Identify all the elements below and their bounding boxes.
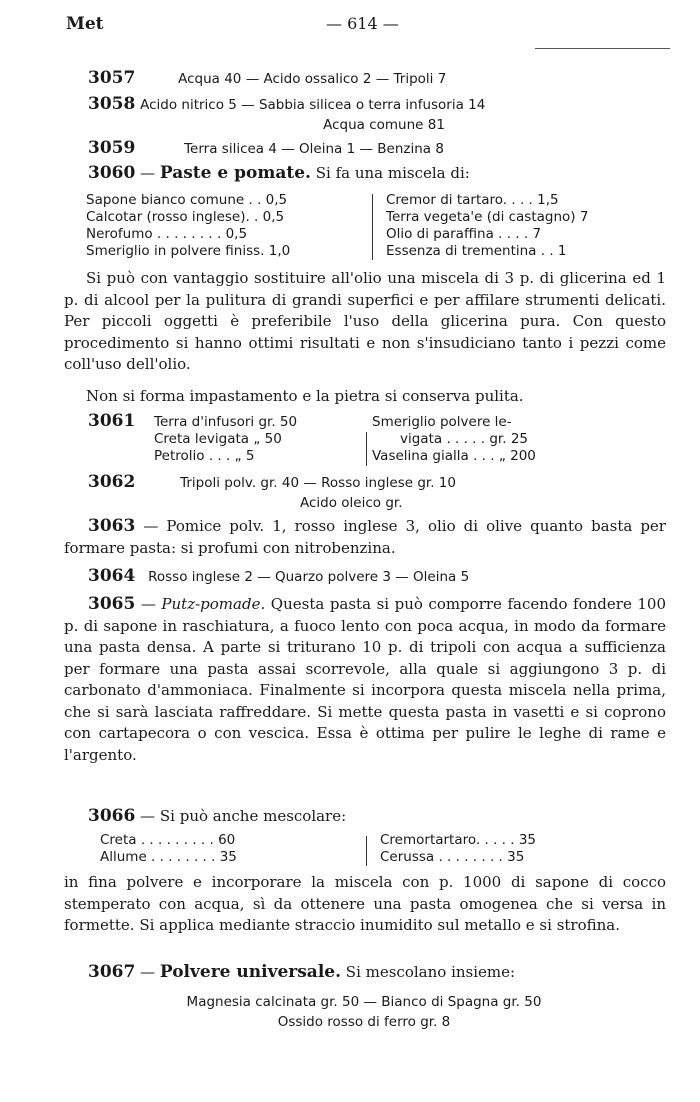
recipe-number: 3059	[88, 138, 136, 158]
ingredients-right-3066	[380, 832, 536, 866]
recipe-text: — Pomice polv. 1, rosso inglese 3, olio di olive quanto basta per formare pasta: si profumi con nitrobenzina.	[64, 517, 666, 557]
recipe-number: 3057	[88, 68, 136, 88]
recipe-text: Terra silicea 4 — Oleina 1 — Benzina 8	[184, 141, 444, 157]
ingredient-row: Calcotar (rosso inglese). . 0,5	[86, 209, 285, 225]
dash: —	[140, 164, 156, 182]
column-divider	[366, 836, 367, 866]
recipe-intro: Si fa una miscela di:	[315, 164, 470, 182]
ingredient-row: Smeriglio in polvere finiss. 1,0	[86, 243, 291, 259]
recipe-3064	[64, 566, 664, 587]
dash: —	[140, 595, 156, 613]
recipe-number: 3067	[88, 962, 136, 982]
recipe-3062	[64, 472, 664, 513]
paragraph: Si può con vantaggio sostituire all'olio una miscela di 3 p. di glicerina ed 1 p. di alcool per la pulitura di grandi superfici e per affilare strumenti delicati. Per piccoli oggetti è preferibile l'uso della glicerina pura. Con questo procedimento si hanno ottimi risultati e non s'insudiciano tanto i pezzi come coll'uso dell'olio.	[64, 269, 666, 373]
recipe-number: 3060	[88, 163, 136, 183]
recipe-title: Polvere universale.	[159, 962, 342, 982]
header-rule	[535, 48, 670, 49]
ingredient-row: Olio di paraffina . . . . 7	[386, 226, 542, 242]
recipe-3058	[64, 94, 664, 135]
recipe-number: 3063	[88, 516, 136, 536]
recipe-text: Acido nitrico 5 — Sabbia silicea o terra infusoria 14	[140, 97, 486, 113]
recipe-title: Putz-pomade.	[161, 595, 266, 613]
ingredients-left-3061	[154, 414, 297, 465]
recipe-line: Ossido rosso di ferro gr. 8	[277, 1014, 451, 1030]
ingredient-row: Petrolio . . . „ 5	[154, 448, 255, 464]
recipe-line: Magnesia calcinata gr. 50 — Bianco di Spagna gr. 50	[186, 994, 542, 1010]
column-divider	[372, 194, 373, 260]
recipe-title: Paste e pomate.	[159, 163, 311, 183]
recipe-number: 3061	[88, 411, 136, 431]
ingredient-row: Terra d'infusori gr. 50	[154, 414, 298, 430]
running-head: Met	[66, 14, 104, 34]
recipe-text: Rosso inglese 2 — Quarzo polvere 3 — Oleina 5	[148, 569, 470, 585]
recipe-text-line2: Acqua comune 81	[323, 117, 445, 133]
paragraph: in fina polvere e incorporare la miscela con p. 1000 di sapone di cocco stemperato con acqua, sì da ottenere una pasta omogenea che si versa in formette. Si applica mediante straccio inumidito sul metallo e si strofina.	[64, 873, 666, 934]
recipe-number: 3065	[88, 594, 136, 614]
recipe-text-line2: Acido oleico gr.	[300, 495, 403, 511]
recipe-number: 3062	[88, 472, 136, 492]
recipe-text: Acqua 40 — Acido ossalico 2 — Tripoli 7	[178, 71, 447, 87]
ingredient-row: Nerofumo . . . . . . . . 0,5	[86, 226, 248, 242]
ingredient-row: Creta . . . . . . . . . 60	[100, 832, 236, 848]
recipe-3065	[64, 594, 666, 766]
ingredient-row: Creta levigata „ 50	[154, 431, 282, 447]
ingredients-right-3061	[372, 414, 536, 465]
column-divider	[366, 432, 367, 466]
recipe-3059	[64, 138, 664, 159]
ingredient-row: vigata . . . . . gr. 25	[400, 431, 528, 447]
ingredient-row: Smeriglio polvere le-	[372, 414, 512, 430]
ingredient-row: Cerussa . . . . . . . . 35	[380, 849, 525, 865]
recipe-3063	[64, 516, 666, 559]
recipe-text: Tripoli polv. gr. 40 — Rosso inglese gr. 10	[180, 475, 456, 491]
ingredient-row: Essenza di trementina . . 1	[386, 243, 567, 259]
ingredient-row: Allume . . . . . . . . 35	[100, 849, 237, 865]
recipe-3060-heading	[64, 163, 664, 183]
dash: —	[140, 963, 156, 981]
ingredients-left-3060	[86, 192, 290, 260]
recipe-3067-heading	[64, 962, 664, 982]
recipe-3057	[64, 68, 664, 89]
recipe-text: Questa pasta si può comporre facendo fondere 100 p. di sapone in raschiatura, a fuoco lento con poca acqua, in modo da formare una pasta densa. A parte si triturano 10 p. di tripoli con acqua a sufficienza per formare una pasta assai scorrevole, alla quale si aggiungono 3 p. di carbonato d'ammoniaca. Finalmente si incorpora questa miscela nella prima, che si sarà lasciata raffreddare. Si mette questa pasta in vasetti e si coprono con cartapecora o con vescica. Essa è ottima per pulire le leghe di rame e l'argento.	[64, 595, 666, 764]
ingredient-row: Cremor di tartaro. . . . 1,5	[386, 192, 559, 208]
ingredients-left-3066	[100, 832, 237, 866]
ingredients-right-3060	[386, 192, 588, 260]
recipe-3066-heading	[64, 806, 664, 826]
page-header	[66, 14, 660, 36]
recipe-number: 3058	[88, 94, 136, 114]
recipe-number: 3066	[88, 806, 136, 826]
recipe-3061-number	[64, 411, 136, 431]
ingredient-row: Sapone bianco comune . . 0,5	[86, 192, 288, 208]
recipe-intro: Si mescolano insieme:	[345, 963, 516, 981]
ingredient-row: Vaselina gialla . . . „ 200	[372, 448, 536, 464]
ingredient-row: Cremortartaro. . . . . 35	[380, 832, 536, 848]
recipe-number: 3064	[88, 566, 136, 586]
page-number: — 614 —	[326, 14, 399, 33]
recipe-text: — Si può anche mescolare:	[140, 807, 347, 825]
paragraph: Non si forma impastamento e la pietra si conserva pulita.	[86, 387, 524, 405]
ingredient-row: Terra vegeta'e (di castagno) 7	[386, 209, 589, 225]
